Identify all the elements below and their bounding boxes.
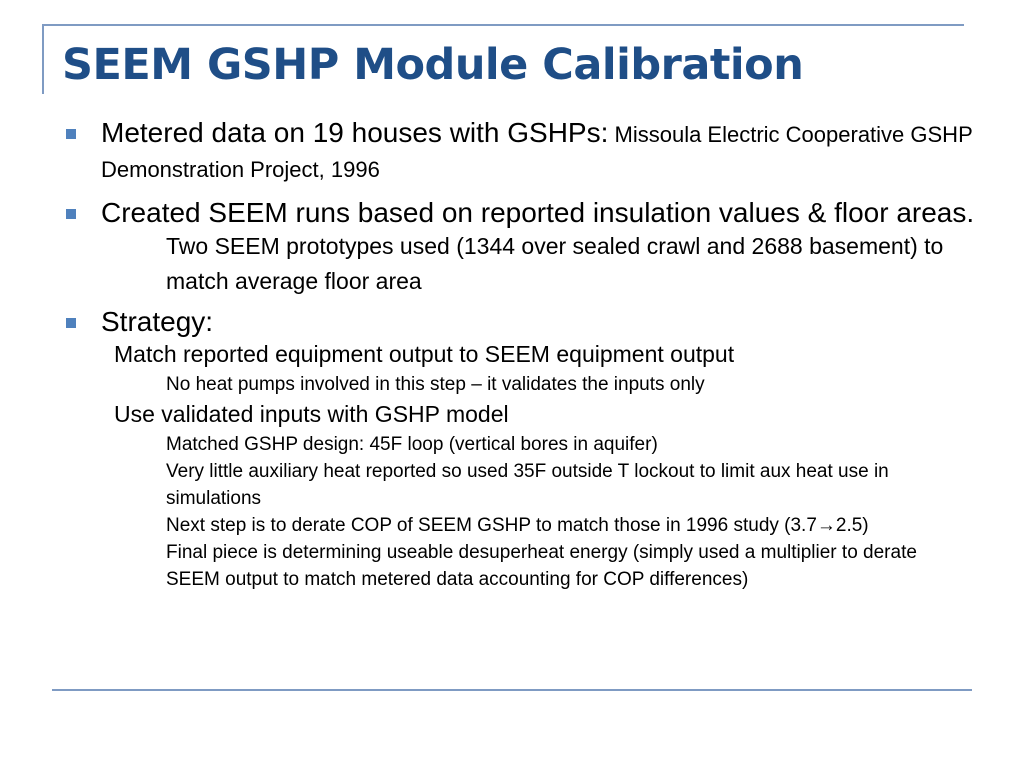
strategy-detail: Final piece is determining useable desuperheat energy (simply used a multiplier to derate SEEM output to match metered data accounting for COP differences) <box>166 542 917 590</box>
bullet-strategy <box>60 305 975 338</box>
bullet-text: Metered data on 19 houses with GSHPs: <box>101 117 609 148</box>
bullet-text: Strategy: <box>101 306 214 337</box>
strategy-detail: Very little auxiliary heat reported so used 35F outside T lockout to limit aux heat use in simulations <box>166 461 889 509</box>
bullet-text: Created SEEM runs based on reported insulation values & floor areas. <box>101 197 975 228</box>
bullet-source-text: Missoula Electric Cooperative GSHP Demonstration Project, 1996 <box>101 122 973 182</box>
slide-body <box>60 116 975 593</box>
strategy-detail: Next step is to derate COP of SEEM GSHP to match those in 1996 study (3.7→2.5) <box>166 515 869 536</box>
square-bullet-icon <box>66 129 76 139</box>
sub-bullet-prototypes: Two SEEM prototypes used (1344 over sealed crawl and 2688 basement) to match average floor area <box>166 233 944 294</box>
bottom-rule <box>52 689 972 691</box>
left-rule <box>42 24 44 94</box>
strategy-item-validated-inputs: Use validated inputs with GSHP model <box>114 401 509 427</box>
bullet-metered-data <box>60 116 975 186</box>
bullet-seem-runs <box>60 196 975 229</box>
square-bullet-icon <box>66 209 76 219</box>
strategy-detail: No heat pumps involved in this step – it validates the inputs only <box>166 374 705 395</box>
top-rule <box>42 24 964 26</box>
strategy-detail: Matched GSHP design: 45F loop (vertical bores in aquifer) <box>166 434 658 455</box>
strategy-item-match-output: Match reported equipment output to SEEM equipment output <box>114 341 735 367</box>
slide-title: SEEM GSHP Module Calibration <box>62 40 804 90</box>
square-bullet-icon <box>66 318 76 328</box>
